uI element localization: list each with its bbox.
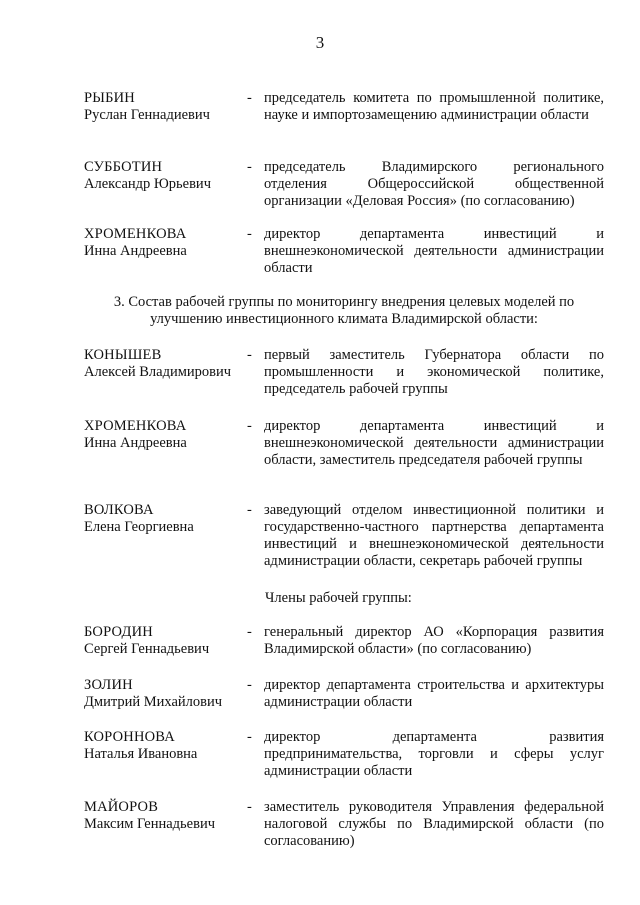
member-name <box>84 799 254 833</box>
dash-separator: - <box>247 799 252 815</box>
member-name <box>84 90 254 124</box>
member-surname: КОНЫШЕВ <box>84 347 162 363</box>
member-role: директор департамента развития предпринимательства, торговли и сферы услуг администрации области <box>264 729 604 779</box>
member-role: первый заместитель Губернатора области по промышленности и экономической политике, председатель рабочей группы <box>264 347 604 397</box>
member-role: заместитель руководителя Управления федеральной налоговой службы по Владимирской области (по согласованию) <box>264 799 604 849</box>
dash-separator: - <box>247 347 252 363</box>
member-name <box>84 677 254 711</box>
member-given-names: Дмитрий Михайлович <box>84 694 223 710</box>
member-role: директор департамента строительства и архитектуры администрации области <box>264 677 604 710</box>
member-name <box>84 624 254 658</box>
member-name <box>84 347 254 381</box>
dash-separator: - <box>247 418 252 434</box>
member-given-names: Александр Юрьевич <box>84 176 211 192</box>
dash-separator: - <box>247 90 252 106</box>
member-given-names: Елена Георгиевна <box>84 519 194 535</box>
section-heading: 3. Состав рабочей группы по мониторингу внедрения целевых моделей по улучшению инвестиционного климата Владимирской области: <box>113 294 575 327</box>
member-surname: СУББОТИН <box>84 159 163 175</box>
member-name <box>84 159 254 193</box>
member-surname: БОРОДИН <box>84 624 153 640</box>
dash-separator: - <box>247 677 252 693</box>
member-given-names: Наталья Ивановна <box>84 746 198 762</box>
member-given-names: Инна Андреевна <box>84 243 187 259</box>
member-role: заведующий отделом инвестиционной политики и государственно-частного партнерства департамента инвестиций и внешнеэкономической деятельности администрации области, секретарь рабочей группы <box>264 502 604 569</box>
page-number: 3 <box>315 33 325 52</box>
dash-separator: - <box>247 159 252 175</box>
member-surname: РЫБИН <box>84 90 135 106</box>
member-surname: МАЙОРОВ <box>84 799 159 815</box>
member-given-names: Инна Андреевна <box>84 435 187 451</box>
dash-separator: - <box>247 502 252 518</box>
member-given-names: Максим Геннадьевич <box>84 816 216 832</box>
member-role: председатель комитета по промышленной политике, науке и импортозамещению администрации области <box>264 90 604 123</box>
member-name <box>84 226 254 260</box>
member-given-names: Сергей Геннадьевич <box>84 641 210 657</box>
member-surname: ХРОМЕНКОВА <box>84 418 187 434</box>
member-surname: ЗОЛИН <box>84 677 133 693</box>
member-role: генеральный директор АО «Корпорация развития Владимирской области» (по согласованию) <box>264 624 604 657</box>
member-role: председатель Владимирского регионального отделения Общероссийской общественной организации «Деловая Россия» (по согласованию) <box>264 159 604 209</box>
member-role: директор департамента инвестиций и внешнеэкономической деятельности администрации области, заместитель председателя рабочей группы <box>264 418 604 468</box>
dash-separator: - <box>247 729 252 745</box>
members-subheading: Члены рабочей группы: <box>265 590 412 606</box>
member-surname: КОРОННОВА <box>84 729 175 745</box>
member-surname: ВОЛКОВА <box>84 502 154 518</box>
member-name <box>84 502 254 536</box>
member-surname: ХРОМЕНКОВА <box>84 226 187 242</box>
member-name <box>84 729 254 763</box>
dash-separator: - <box>247 624 252 640</box>
member-given-names: Алексей Владимирович <box>84 364 232 380</box>
member-role: директор департамента инвестиций и внешнеэкономической деятельности администрации области <box>264 226 604 276</box>
dash-separator: - <box>247 226 252 242</box>
member-name <box>84 418 254 452</box>
member-given-names: Руслан Геннадиевич <box>84 107 210 123</box>
